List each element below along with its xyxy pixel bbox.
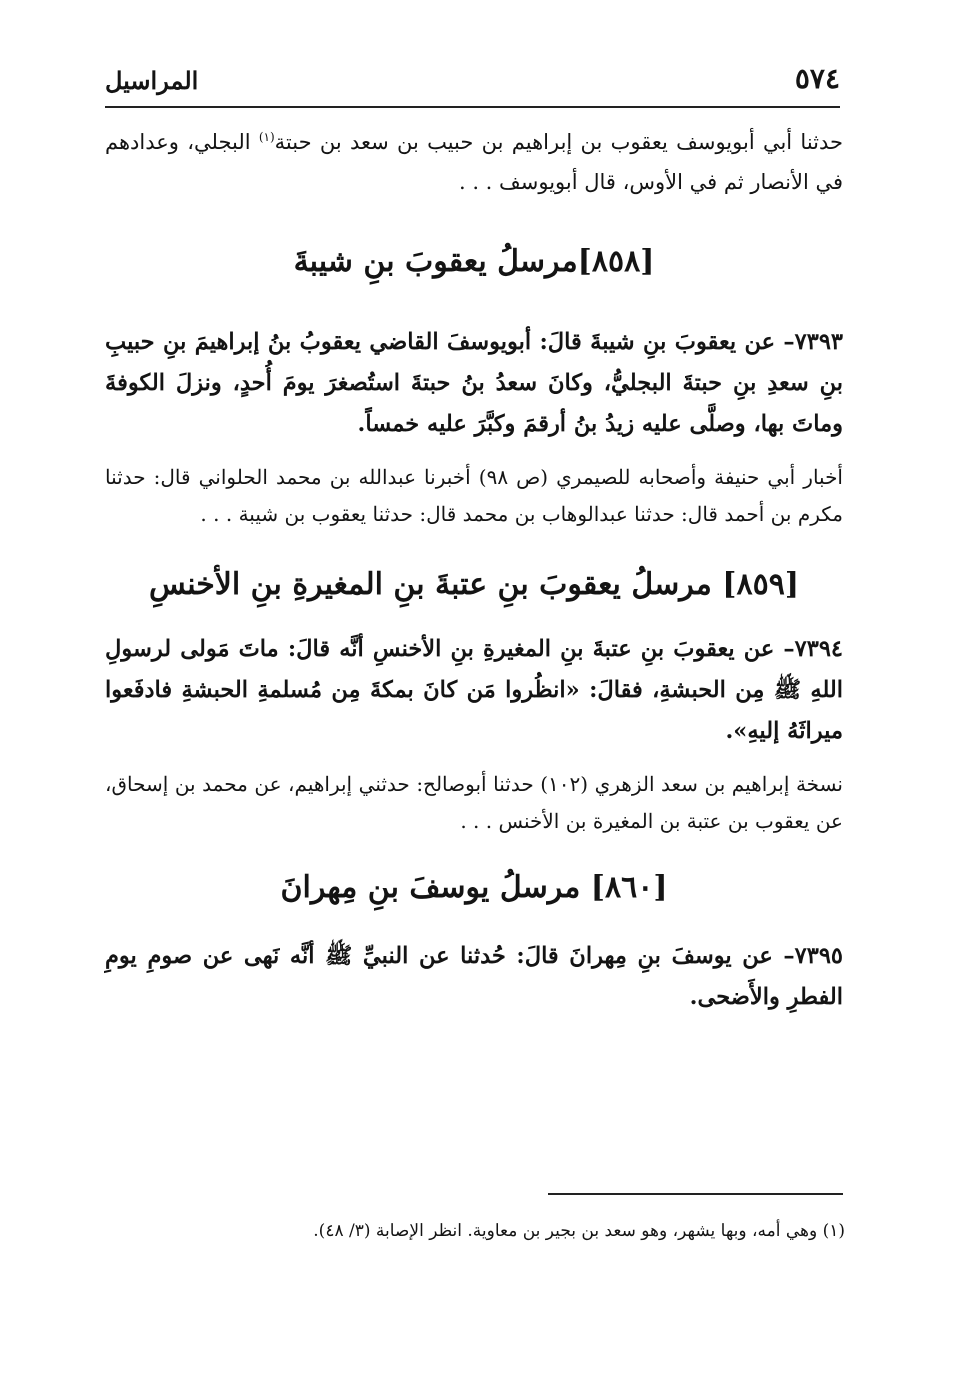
section-heading-858: [٨٥٨]مرسلُ يعقوبَ بنِ شيبةَ [293,244,655,279]
hadith-7393: ٧٣٩٣– عن يعقوبَ بنِ شيبةَ قالَ: أبويوسفَ القاضي يعقوبُ بنُ إبراهيمَ بنِ حبيبِ بنِ سعدِ بنِ حبتةَ البجليُّ، وكانَ سعدُ بنُ حبتةَ استُصغرَ يومَ أُحدٍ، ونزلَ الكوفةَ وماتَ بها، وصلَّى عليه زيدُ بنُ أرقمَ وكبَّرَ عليه خمساً. [105,329,843,437]
page-number: ٥٧٤ [794,62,840,95]
section-heading-860: [٨٦٠] مرسلُ يوسفَ بنِ مِهرانَ [280,870,668,905]
running-title: المراسيل [105,66,199,95]
source-7394: نسخة إبراهيم بن سعد الزهري (١٠٢) حدثنا أبوصالح: حدثني إبراهيم، عن محمد بن إسحاق، عن يعقوب بن عتبة بن المغيرة بن الأخنس . . . [105,772,843,833]
header-rule [105,106,840,108]
section-heading-859: [٨٥٩] مرسلُ يعقوبَ بنِ عتبةَ بنِ المغيرةِ بنِ الأخنسِ [148,567,800,602]
page-body [105,120,843,1018]
intro-text-a: حدثنا أبي أبويوسف يعقوب بن إبراهيم بن حبيب بن سعد بن حبتة [274,130,843,154]
intro-paragraph [105,122,843,202]
footnote-ref: (١) [258,130,275,144]
footnote: (١) وهي أمه، وبها يشهر، وهو سعد بن بجير بن معاوية. انظر الإصابة (٣/ ٤٨). [313,1221,845,1241]
running-header [105,62,840,106]
source-7393: أخبار أبي حنيفة وأصحابه للصيمري (ص ٩٨) أخبرنا عبدالله بن محمد الحلواني قال: حدثنا مكرم بن أحمد قال: حدثنا عبدالوهاب بن محمد قال: حدثنا يعقوب بن شيبة . . . [105,465,843,526]
footnote-rule [548,1193,843,1195]
hadith-7395: ٧٣٩٥– عن يوسفَ بنِ مِهرانَ قالَ: حُدثنا عن النبيِّ ﷺ أنَّه نَهى عن صومِ يومِ الفطرِ والأَضحى. [105,943,843,1010]
hadith-7394: ٧٣٩٤– عن يعقوبَ بنِ عتبةَ بنِ المغيرةِ بنِ الأخنسِ أنَّه قالَ: ماتَ مَولى لرسولِ اللهِ ﷺ مِن الحبشةِ، فقالَ: «انظُروا مَن كانَ بمكةَ مِن مُسلمةِ الحبشةِ فادفَعوا ميراثَهُ إليهِ». [105,636,843,744]
intro-text-b: البجلي، وعدادهم في الأنصار ثم في الأوس، قال أبويوسف . . . [105,130,843,194]
